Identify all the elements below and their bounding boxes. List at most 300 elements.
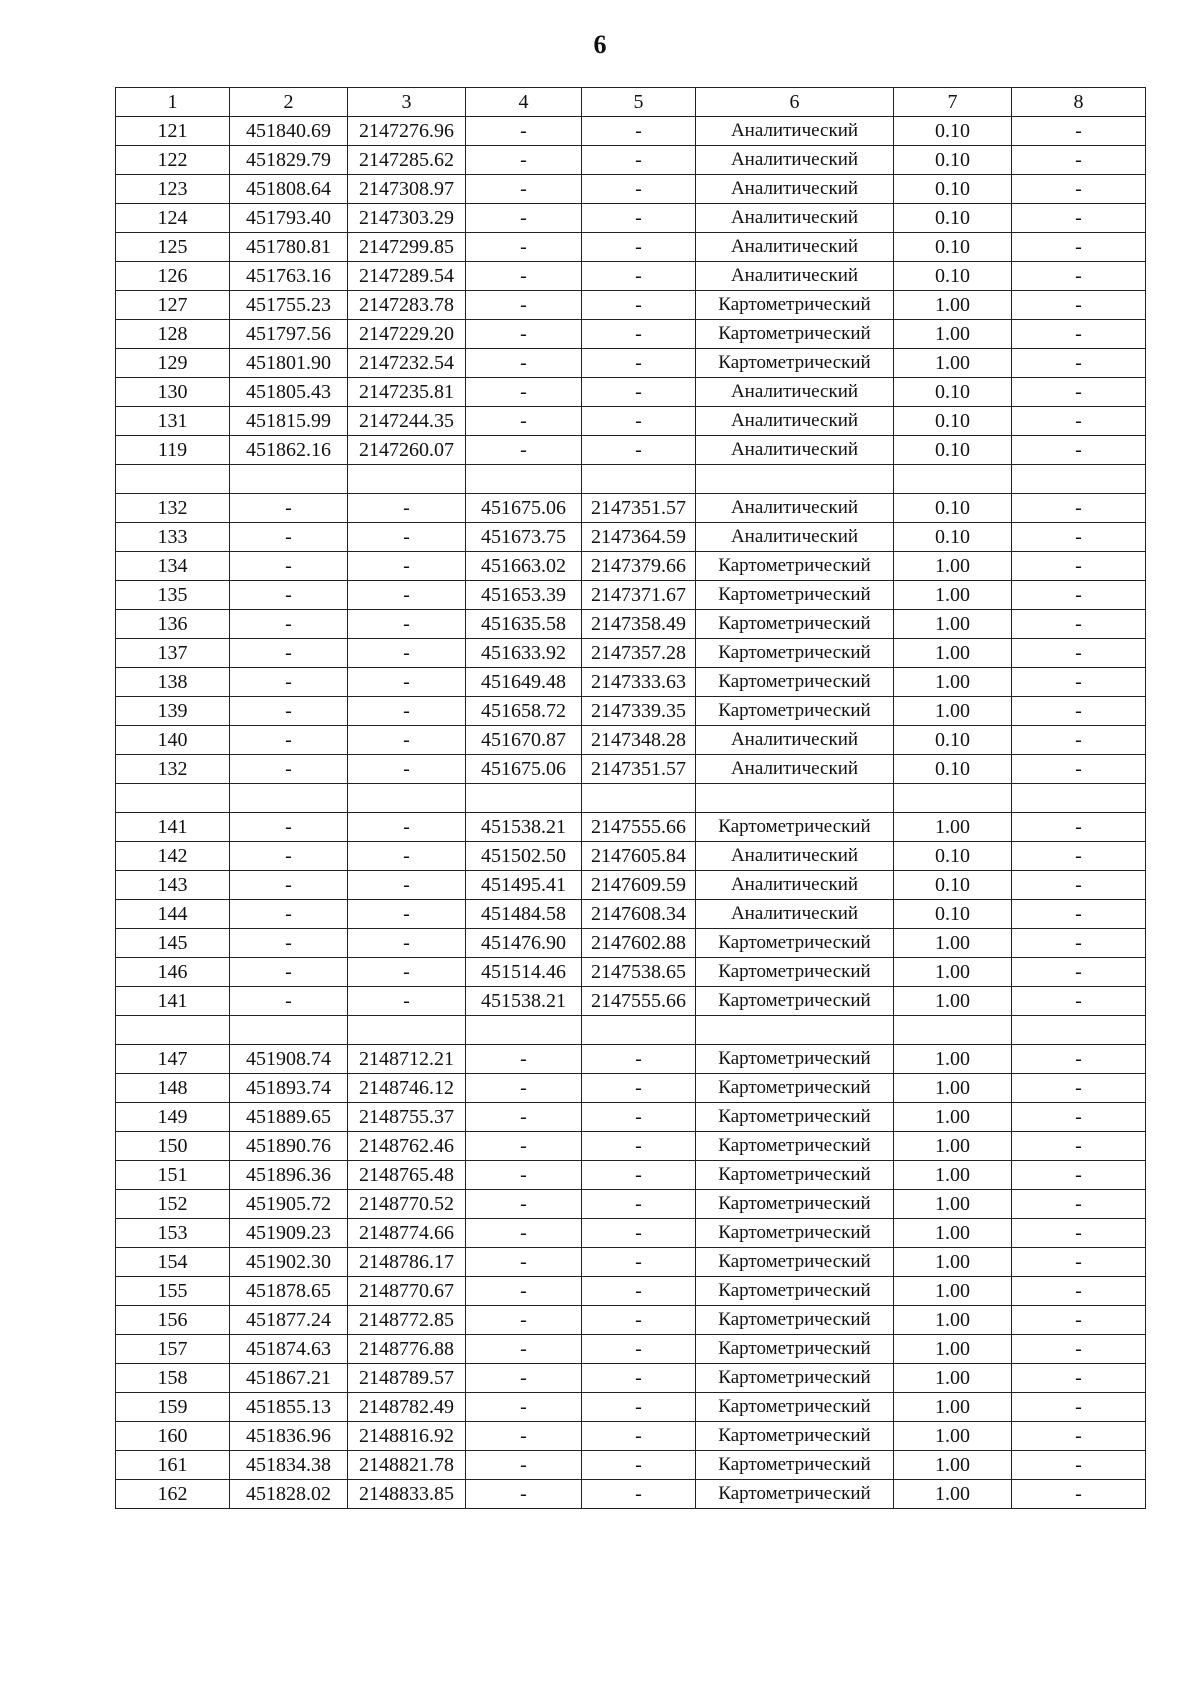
accuracy-cell: 1.00	[894, 1045, 1012, 1074]
x-new-cell: 451538.21	[466, 813, 582, 842]
accuracy-cell: 0.10	[894, 871, 1012, 900]
y-new-cell: -	[582, 175, 696, 204]
x-old-cell: 451893.74	[230, 1074, 348, 1103]
x-new-cell: 451476.90	[466, 929, 582, 958]
point-number-cell	[116, 465, 230, 494]
x-old-cell: 451862.16	[230, 436, 348, 465]
header-cell: 8	[1012, 88, 1146, 117]
x-old-cell: -	[230, 929, 348, 958]
x-new-cell: -	[466, 1103, 582, 1132]
x-new-cell: 451502.50	[466, 842, 582, 871]
point-number-cell: 146	[116, 958, 230, 987]
x-new-cell: -	[466, 1422, 582, 1451]
point-number-cell: 142	[116, 842, 230, 871]
x-old-cell: 451805.43	[230, 378, 348, 407]
table-row	[116, 1422, 1146, 1451]
x-old-cell: -	[230, 813, 348, 842]
y-old-cell: 2148712.21	[348, 1045, 466, 1074]
table-row	[116, 900, 1146, 929]
accuracy-cell: 0.10	[894, 523, 1012, 552]
y-new-cell: 2147364.59	[582, 523, 696, 552]
y-new-cell: 2147608.34	[582, 900, 696, 929]
y-new-cell: -	[582, 291, 696, 320]
method-cell: Картометрический	[696, 1306, 894, 1335]
y-new-cell: -	[582, 262, 696, 291]
x-new-cell: -	[466, 233, 582, 262]
x-new-cell: 451635.58	[466, 610, 582, 639]
accuracy-cell: 0.10	[894, 146, 1012, 175]
accuracy-cell: 1.00	[894, 958, 1012, 987]
description-cell: -	[1012, 1480, 1146, 1509]
y-old-cell: -	[348, 958, 466, 987]
x-old-cell: -	[230, 581, 348, 610]
method-cell: Картометрический	[696, 1248, 894, 1277]
method-cell: Аналитический	[696, 842, 894, 871]
x-new-cell: -	[466, 378, 582, 407]
method-cell: Аналитический	[696, 175, 894, 204]
y-old-cell: 2147229.20	[348, 320, 466, 349]
y-old-cell: 2148772.85	[348, 1306, 466, 1335]
y-new-cell: 2147333.63	[582, 668, 696, 697]
description-cell	[1012, 465, 1146, 494]
description-cell: -	[1012, 697, 1146, 726]
x-old-cell: -	[230, 523, 348, 552]
description-cell: -	[1012, 581, 1146, 610]
y-new-cell: -	[582, 1103, 696, 1132]
point-number-cell: 127	[116, 291, 230, 320]
description-cell: -	[1012, 494, 1146, 523]
method-cell: Картометрический	[696, 1277, 894, 1306]
accuracy-cell: 1.00	[894, 668, 1012, 697]
x-new-cell: 451663.02	[466, 552, 582, 581]
description-cell: -	[1012, 436, 1146, 465]
description-cell: -	[1012, 755, 1146, 784]
y-new-cell: -	[582, 349, 696, 378]
table-row	[116, 639, 1146, 668]
y-old-cell: -	[348, 842, 466, 871]
accuracy-cell: 1.00	[894, 1277, 1012, 1306]
table-row	[116, 610, 1146, 639]
y-old-cell: 2148782.49	[348, 1393, 466, 1422]
accuracy-cell	[894, 1016, 1012, 1045]
table-row	[116, 1132, 1146, 1161]
description-cell	[1012, 784, 1146, 813]
description-cell: -	[1012, 668, 1146, 697]
x-new-cell: -	[466, 117, 582, 146]
y-old-cell: 2148816.92	[348, 1422, 466, 1451]
x-new-cell: -	[466, 1480, 582, 1509]
method-cell: Аналитический	[696, 494, 894, 523]
y-new-cell	[582, 784, 696, 813]
accuracy-cell: 0.10	[894, 233, 1012, 262]
x-new-cell: -	[466, 291, 582, 320]
y-old-cell: -	[348, 610, 466, 639]
point-number-cell: 122	[116, 146, 230, 175]
y-new-cell: 2147538.65	[582, 958, 696, 987]
table-row	[116, 146, 1146, 175]
point-number-cell: 151	[116, 1161, 230, 1190]
x-old-cell	[230, 465, 348, 494]
description-cell: -	[1012, 726, 1146, 755]
accuracy-cell: 1.00	[894, 929, 1012, 958]
y-old-cell: -	[348, 552, 466, 581]
description-cell: -	[1012, 233, 1146, 262]
method-cell: Картометрический	[696, 1103, 894, 1132]
x-new-cell: -	[466, 262, 582, 291]
x-old-cell: -	[230, 900, 348, 929]
table-spacer-row	[116, 465, 1146, 494]
x-new-cell: -	[466, 320, 582, 349]
description-cell: -	[1012, 146, 1146, 175]
x-new-cell: -	[466, 1335, 582, 1364]
table-row	[116, 378, 1146, 407]
accuracy-cell: 0.10	[894, 262, 1012, 291]
point-number-cell: 138	[116, 668, 230, 697]
x-new-cell: -	[466, 349, 582, 378]
y-new-cell: -	[582, 407, 696, 436]
y-old-cell: -	[348, 755, 466, 784]
accuracy-cell: 0.10	[894, 494, 1012, 523]
y-new-cell: -	[582, 1451, 696, 1480]
table-row	[116, 1248, 1146, 1277]
method-cell: Картометрический	[696, 813, 894, 842]
accuracy-cell: 1.00	[894, 552, 1012, 581]
table-row	[116, 668, 1146, 697]
description-cell: -	[1012, 929, 1146, 958]
y-old-cell: 2147308.97	[348, 175, 466, 204]
table-row	[116, 1219, 1146, 1248]
method-cell: Аналитический	[696, 233, 894, 262]
header-cell: 1	[116, 88, 230, 117]
x-old-cell: 451878.65	[230, 1277, 348, 1306]
description-cell: -	[1012, 1074, 1146, 1103]
point-number-cell: 156	[116, 1306, 230, 1335]
y-old-cell: -	[348, 494, 466, 523]
y-new-cell: -	[582, 1422, 696, 1451]
table-row	[116, 1190, 1146, 1219]
table-row	[116, 1074, 1146, 1103]
y-old-cell: 2148762.46	[348, 1132, 466, 1161]
y-new-cell: -	[582, 320, 696, 349]
y-new-cell: 2147348.28	[582, 726, 696, 755]
description-cell: -	[1012, 175, 1146, 204]
y-old-cell: 2147299.85	[348, 233, 466, 262]
y-new-cell: -	[582, 1074, 696, 1103]
table-body	[116, 117, 1146, 1509]
x-new-cell: -	[466, 146, 582, 175]
x-old-cell: 451902.30	[230, 1248, 348, 1277]
x-old-cell: -	[230, 755, 348, 784]
point-number-cell: 155	[116, 1277, 230, 1306]
x-new-cell: 451658.72	[466, 697, 582, 726]
x-new-cell: 451495.41	[466, 871, 582, 900]
table-header-row	[116, 88, 1146, 117]
table-row	[116, 1161, 1146, 1190]
coordinates-table	[115, 87, 1146, 1509]
point-number-cell: 152	[116, 1190, 230, 1219]
y-old-cell: -	[348, 929, 466, 958]
y-old-cell: 2148765.48	[348, 1161, 466, 1190]
x-new-cell	[466, 784, 582, 813]
accuracy-cell: 1.00	[894, 813, 1012, 842]
description-cell: -	[1012, 987, 1146, 1016]
description-cell: -	[1012, 262, 1146, 291]
table-row	[116, 523, 1146, 552]
x-old-cell: -	[230, 726, 348, 755]
x-old-cell: -	[230, 842, 348, 871]
table-row	[116, 958, 1146, 987]
y-new-cell: -	[582, 204, 696, 233]
point-number-cell: 121	[116, 117, 230, 146]
method-cell: Картометрический	[696, 929, 894, 958]
y-new-cell: -	[582, 1306, 696, 1335]
accuracy-cell: 0.10	[894, 175, 1012, 204]
x-old-cell: 451834.38	[230, 1451, 348, 1480]
point-number-cell: 132	[116, 755, 230, 784]
description-cell: -	[1012, 117, 1146, 146]
method-cell: Картометрический	[696, 291, 894, 320]
accuracy-cell: 1.00	[894, 1364, 1012, 1393]
x-old-cell	[230, 1016, 348, 1045]
accuracy-cell: 0.10	[894, 378, 1012, 407]
accuracy-cell: 1.00	[894, 1480, 1012, 1509]
description-cell: -	[1012, 1393, 1146, 1422]
method-cell	[696, 465, 894, 494]
y-old-cell: 2147283.78	[348, 291, 466, 320]
table-row	[116, 726, 1146, 755]
x-new-cell: 451633.92	[466, 639, 582, 668]
y-new-cell: 2147351.57	[582, 755, 696, 784]
y-old-cell: 2147303.29	[348, 204, 466, 233]
x-old-cell: 451867.21	[230, 1364, 348, 1393]
point-number-cell: 141	[116, 987, 230, 1016]
point-number-cell: 131	[116, 407, 230, 436]
point-number-cell: 132	[116, 494, 230, 523]
x-new-cell: -	[466, 1248, 582, 1277]
table-row	[116, 1364, 1146, 1393]
point-number-cell: 130	[116, 378, 230, 407]
y-old-cell: 2147289.54	[348, 262, 466, 291]
point-number-cell: 144	[116, 900, 230, 929]
point-number-cell: 139	[116, 697, 230, 726]
x-old-cell: -	[230, 639, 348, 668]
y-new-cell: -	[582, 1132, 696, 1161]
y-new-cell: -	[582, 1277, 696, 1306]
point-number-cell: 137	[116, 639, 230, 668]
accuracy-cell: 0.10	[894, 407, 1012, 436]
accuracy-cell: 1.00	[894, 320, 1012, 349]
description-cell: -	[1012, 349, 1146, 378]
x-new-cell: -	[466, 1277, 582, 1306]
x-new-cell: -	[466, 1393, 582, 1422]
accuracy-cell: 1.00	[894, 1132, 1012, 1161]
table-row	[116, 1103, 1146, 1132]
y-old-cell: 2147235.81	[348, 378, 466, 407]
x-new-cell: 451675.06	[466, 755, 582, 784]
y-new-cell: 2147602.88	[582, 929, 696, 958]
x-old-cell: 451889.65	[230, 1103, 348, 1132]
y-new-cell	[582, 1016, 696, 1045]
y-new-cell: -	[582, 1480, 696, 1509]
x-new-cell: 451484.58	[466, 900, 582, 929]
table-row	[116, 262, 1146, 291]
point-number-cell: 136	[116, 610, 230, 639]
x-new-cell: 451653.39	[466, 581, 582, 610]
method-cell: Аналитический	[696, 900, 894, 929]
accuracy-cell: 1.00	[894, 1335, 1012, 1364]
y-new-cell: 2147555.66	[582, 813, 696, 842]
description-cell: -	[1012, 1335, 1146, 1364]
description-cell: -	[1012, 1422, 1146, 1451]
x-old-cell: 451855.13	[230, 1393, 348, 1422]
table-row	[116, 494, 1146, 523]
method-cell: Картометрический	[696, 697, 894, 726]
x-old-cell: 451909.23	[230, 1219, 348, 1248]
x-new-cell: -	[466, 1045, 582, 1074]
point-number-cell: 161	[116, 1451, 230, 1480]
point-number-cell: 153	[116, 1219, 230, 1248]
x-old-cell: 451896.36	[230, 1161, 348, 1190]
point-number-cell: 149	[116, 1103, 230, 1132]
y-new-cell: -	[582, 1248, 696, 1277]
x-old-cell: 451808.64	[230, 175, 348, 204]
x-old-cell: 451890.76	[230, 1132, 348, 1161]
point-number-cell: 133	[116, 523, 230, 552]
description-cell: -	[1012, 291, 1146, 320]
x-new-cell: 451538.21	[466, 987, 582, 1016]
table-row	[116, 1045, 1146, 1074]
point-number-cell	[116, 784, 230, 813]
accuracy-cell: 1.00	[894, 610, 1012, 639]
accuracy-cell: 1.00	[894, 291, 1012, 320]
method-cell: Аналитический	[696, 204, 894, 233]
description-cell: -	[1012, 871, 1146, 900]
method-cell: Аналитический	[696, 755, 894, 784]
y-old-cell: 2148833.85	[348, 1480, 466, 1509]
table-row	[116, 1393, 1146, 1422]
table-row	[116, 407, 1146, 436]
accuracy-cell: 0.10	[894, 726, 1012, 755]
point-number-cell: 134	[116, 552, 230, 581]
accuracy-cell: 1.00	[894, 1103, 1012, 1132]
y-new-cell: -	[582, 1219, 696, 1248]
table-row	[116, 1277, 1146, 1306]
y-old-cell: -	[348, 523, 466, 552]
y-new-cell: -	[582, 1335, 696, 1364]
accuracy-cell: 1.00	[894, 1219, 1012, 1248]
y-old-cell: -	[348, 697, 466, 726]
x-old-cell: 451905.72	[230, 1190, 348, 1219]
y-new-cell: -	[582, 117, 696, 146]
accuracy-cell: 1.00	[894, 1393, 1012, 1422]
table-spacer-row	[116, 1016, 1146, 1045]
table-row	[116, 552, 1146, 581]
y-new-cell: -	[582, 1364, 696, 1393]
method-cell: Аналитический	[696, 436, 894, 465]
x-new-cell: -	[466, 1451, 582, 1480]
method-cell: Картометрический	[696, 1480, 894, 1509]
method-cell: Картометрический	[696, 1422, 894, 1451]
description-cell: -	[1012, 1103, 1146, 1132]
point-number-cell: 125	[116, 233, 230, 262]
y-old-cell: 2148786.17	[348, 1248, 466, 1277]
point-number-cell: 135	[116, 581, 230, 610]
y-old-cell: 2148746.12	[348, 1074, 466, 1103]
x-new-cell: 451673.75	[466, 523, 582, 552]
x-new-cell	[466, 1016, 582, 1045]
point-number-cell: 162	[116, 1480, 230, 1509]
description-cell: -	[1012, 523, 1146, 552]
y-old-cell: 2147285.62	[348, 146, 466, 175]
table-row	[116, 1306, 1146, 1335]
method-cell: Аналитический	[696, 117, 894, 146]
table-row	[116, 1451, 1146, 1480]
x-new-cell: 451649.48	[466, 668, 582, 697]
method-cell: Картометрический	[696, 987, 894, 1016]
x-old-cell: -	[230, 697, 348, 726]
header-cell: 6	[696, 88, 894, 117]
method-cell: Аналитический	[696, 146, 894, 175]
method-cell: Картометрический	[696, 320, 894, 349]
x-new-cell: -	[466, 1161, 582, 1190]
y-old-cell: -	[348, 668, 466, 697]
x-old-cell: 451840.69	[230, 117, 348, 146]
method-cell: Аналитический	[696, 262, 894, 291]
method-cell: Картометрический	[696, 1451, 894, 1480]
y-old-cell: 2148789.57	[348, 1364, 466, 1393]
x-old-cell: 451829.79	[230, 146, 348, 175]
y-old-cell: 2148755.37	[348, 1103, 466, 1132]
y-old-cell: -	[348, 987, 466, 1016]
accuracy-cell: 0.10	[894, 755, 1012, 784]
y-old-cell: 2148774.66	[348, 1219, 466, 1248]
x-old-cell: 451908.74	[230, 1045, 348, 1074]
point-number-cell: 143	[116, 871, 230, 900]
x-new-cell: -	[466, 1219, 582, 1248]
y-new-cell	[582, 465, 696, 494]
accuracy-cell: 0.10	[894, 900, 1012, 929]
y-new-cell: 2147339.35	[582, 697, 696, 726]
method-cell	[696, 1016, 894, 1045]
x-old-cell: -	[230, 668, 348, 697]
x-old-cell	[230, 784, 348, 813]
point-number-cell: 148	[116, 1074, 230, 1103]
description-cell: -	[1012, 1277, 1146, 1306]
point-number-cell: 128	[116, 320, 230, 349]
accuracy-cell	[894, 465, 1012, 494]
y-new-cell: -	[582, 378, 696, 407]
header-cell: 2	[230, 88, 348, 117]
point-number-cell: 141	[116, 813, 230, 842]
description-cell: -	[1012, 1306, 1146, 1335]
method-cell: Картометрический	[696, 349, 894, 378]
point-number-cell: 119	[116, 436, 230, 465]
table-row	[116, 204, 1146, 233]
x-new-cell: 451514.46	[466, 958, 582, 987]
y-old-cell: 2147260.07	[348, 436, 466, 465]
x-old-cell: 451877.24	[230, 1306, 348, 1335]
description-cell: -	[1012, 320, 1146, 349]
description-cell: -	[1012, 900, 1146, 929]
accuracy-cell: 1.00	[894, 987, 1012, 1016]
y-new-cell: 2147605.84	[582, 842, 696, 871]
y-old-cell: 2147232.54	[348, 349, 466, 378]
accuracy-cell: 0.10	[894, 204, 1012, 233]
description-cell: -	[1012, 1248, 1146, 1277]
point-number-cell: 157	[116, 1335, 230, 1364]
y-old-cell: 2147244.35	[348, 407, 466, 436]
x-old-cell: 451797.56	[230, 320, 348, 349]
